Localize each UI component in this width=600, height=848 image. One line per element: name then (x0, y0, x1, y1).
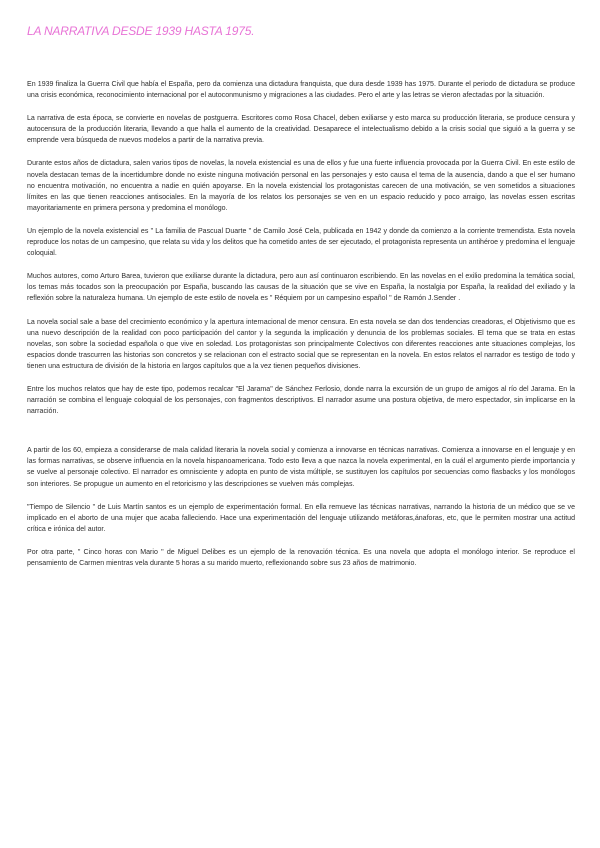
paragraph-tiempo-de-silencio: "Tiempo de Silencio " de Luis Martín santos es un ejemplo de experimentación formal. En ella remueve las técnicas narrativas, narrando la historia de un médico que se ve implicado en el aborto de una mujer que acaba falleciendo. Hace una experimentación del lenguaje utilizando metáforas,ánaforas, etc, que le permiten mostrar una actitud crítica e irónica del autor. (27, 503, 575, 533)
document-body (27, 79, 575, 581)
document-title: LA NARRATIVA DESDE 1939 HASTA 1975. (27, 24, 255, 38)
paragraph-existential-novel: Durante estos años de dictadura, salen varios tipos de novelas, la novela existencial es una de ellos y fue una fuerte influencia provocada por la Guerra Civil. En este estilo de novela destacan temas de la incertidumbre donde no existe ninguna motivación personal en las personajes y esto causa el tema de la ausencia, dando a que el ser humano no encuentra motivación, no encuentra a nadie en quién apoyarse. En la novela existencial los protagonistas carecen de una motivación, se ven sometidos a situaciones límites en las que tienen reacciones antisociales. En la mayoría de los relatos los personajes se ven en un espacio reducido y poco arraigo, las novelas essen escritas mayoritariamente en primera persona y predomina el monólogo. (27, 160, 575, 212)
paragraph-experimental-novel: A partir de los 60, empieza a considerarse de mala calidad literaria la novela social y comienza a innovarse en técnicas narrativas. Comienza a innovarse en el lenguaje y en las formas narrativas, se observe influencia en la novela hispanoamericana. Todo esto lleva a que nazca la novela experimental, en la cuál el argumento pierde importancia y se vuelve al personaje colectivo. El narrador es omnisciente y adopta en punto de vista múltiple, se sustituyen los capítulos por secuencias como flasbacks y los monólogos son interiores. Se propugue un aumento en el retoricismo y las descripciones se vuelven más complejas. (27, 447, 575, 488)
paragraph-cinco-horas-con-mario: Por otra parte, " Cinco horas con Mario " de Miguel Delibes es un ejemplo de la renovación técnica. Es una novela que adopta el monólogo interior. Se reproduce el pensamiento de Carmen mientras vela durante 5 horas a su marido muerto, reflexionando sobre sus 23 años de matrimonio. (27, 548, 575, 567)
paragraph-el-jarama: Entre los muchos relatos que hay de este tipo, podemos recalcar "El Jarama" de Sánchez Ferlosio, donde narra la excursión de un grupo de amigos al río del Jarama. En la narración se combina el lenguaje coloquial de los personajes, con fragmentos descriptivos. El narrador asume una postura objetiva, de mero espectador, sin implicarse en la narración. (27, 385, 575, 416)
paragraph-pascual-duarte: Un ejemplo de la novela existencial es " La familia de Pascual Duarte " de Camilo José Cela, publicada en 1942 y donde da comienzo a la corriente tremendista. Esta novela reproduce los notas de un campesino, que relata su vida y los delitos que ha cometido antes de ser ejecutado, el protagonista representa un antihéroe y predomina el lenguaje coloquial. (27, 227, 575, 258)
paragraph-intro: En 1939 finaliza la Guerra Civil que había el España, pero da comienza una dictadura franquista, que dura desde 1939 has 1975. Durante el periodo de dictadura se produce una crisis económica, reconocimiento internacional por el autoconmunismo y migraciones a las ciudades. Pero el arte y las letras se vieron afectadas por la situación. (27, 81, 575, 100)
paragraph-social-novel: La novela social sale a base del crecimiento económico y la apertura internacional de menor censura. En esta novela se dan dos tendencias creadoras, el Objetivismo que es una nuevo descripción de la realidad con poco participación del cantor y la segunda la implicación y denuncia de los problemas sociales. El tema que se trata en estas novelas, son sobre la sociedad española o que vive en soledad. Los protagonistas son principalmente Colectivos con diferentes reacciones ante situaciones complejas, los espacios donde trascurren las historias son concretos y se relacionan con el estracto social que se representan en la novela. En estos relatos el narrador es testigo de todo y tienen una estructura de división de la historia en largos capítulos que a la vez tienen pequeños divisiones. (27, 318, 575, 370)
paragraph-exile-novel: Muchos autores, como Arturo Barea, tuvieron que exiliarse durante la dictadura, pero aun así continuaron escribiendo. En las novelas en el exilio predomina la temática social, los temas más tocados son la preocupación por España, buscando las causas de la situación que se vive en España, la nostalgia por España, la realidad del exiliado y la reflexión sobre la naturaleza humana. Un ejemplo de este estilo de novela es " Réquiem por un campesino español " de Ramón J.Sender . (27, 273, 575, 303)
paragraph-postwar-narrative: La narrativa de esta época, se convierte en novelas de postguerra. Escritores como Rosa Chacel, deben exiliarse y esto marca su producción literaria, se produce censura y autocensura de la producción literaria, llevando a que halla el aumento de la creatividad. Desaparece el intelectualismo debido a la crisis social que siguió a la guerra y se emprende vera búsqueda de nuevos modelos a partir de la narrativa previa. (27, 115, 575, 145)
